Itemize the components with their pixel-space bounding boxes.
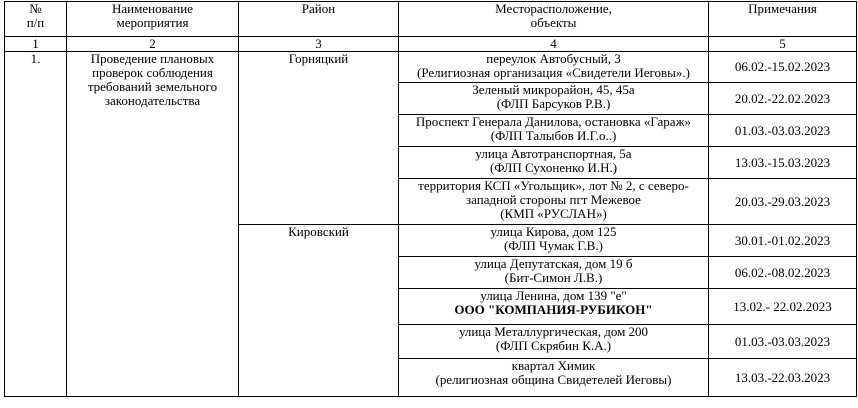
- object-location: [399, 359, 709, 397]
- column-number: 3: [239, 37, 399, 52]
- header-row: [5, 2, 857, 37]
- object-location-line: квартал Химик: [511, 358, 596, 373]
- district-name: Горняцкий: [239, 52, 399, 225]
- inspection-dates: 01.03.-03.03.2023: [709, 325, 857, 359]
- header-district: Район: [239, 2, 399, 37]
- column-number: 5: [709, 37, 857, 52]
- event-name-line: требований земельного: [87, 79, 218, 94]
- object-location-line: Зеленый микрорайон, 45, 45а: [472, 82, 635, 97]
- object-location-line: территория КСП «Угольщик», лот № 2, с северо-: [418, 178, 689, 193]
- object-location-line: (религиозная община Свидетелей Иеговы): [435, 372, 672, 387]
- inspection-dates: 01.03.-03.03.2023: [709, 115, 857, 147]
- object-location-line: улица Кирова, дом 125: [490, 224, 617, 239]
- object-location-line: (ФЛП Чумак Г.В.): [504, 238, 603, 253]
- inspection-dates: 13.03.-15.03.2023: [709, 147, 857, 179]
- object-location: [399, 257, 709, 289]
- column-number: 1: [5, 37, 67, 52]
- event-name: [67, 52, 239, 397]
- object-location-line: ООО "КОМПАНИЯ-РУБИКОН": [454, 302, 653, 317]
- header-event: Наименование мероприятия: [67, 2, 239, 37]
- inspection-dates: 13.02.- 22.02.2023: [709, 289, 857, 325]
- object-location: [399, 179, 709, 225]
- object-location-line: (КМП «РУСЛАН»): [500, 206, 607, 221]
- column-number: 4: [399, 37, 709, 52]
- object-location-line: улица Металлургическая, дом 200: [458, 324, 649, 339]
- inspection-dates: 13.03.-22.03.2023: [709, 359, 857, 397]
- object-location: [399, 83, 709, 115]
- object-row: [5, 52, 857, 83]
- header-no: № п/п: [5, 2, 67, 37]
- column-number: 2: [67, 37, 239, 52]
- inspection-dates: 20.02.-22.02.2023: [709, 83, 857, 115]
- object-location-line: (ФЛП Сухоненко И.Н.): [489, 160, 618, 175]
- object-location-line: улица Автотранспортная, 5а: [475, 146, 632, 161]
- object-location-line: (Религиозная организация «Свидетели Иеговы».): [417, 65, 690, 80]
- object-location-line: (ФЛП Барсуков Р.В.): [496, 96, 611, 111]
- object-location-line: (Бит-Симон Л.В.): [504, 270, 603, 285]
- object-location: [399, 225, 709, 257]
- object-location-line: улица Депутатская, дом 19 б: [474, 256, 633, 271]
- inspection-dates: 06.02.-15.02.2023: [709, 52, 857, 83]
- object-location-line: западной стороны пгт Межевое: [466, 192, 641, 207]
- object-location-line: (ФЛП Скрябин К.А.): [495, 338, 612, 353]
- item-number: 1.: [5, 52, 67, 397]
- district-name: Кировский: [239, 225, 399, 397]
- inspection-dates: 06.02.-08.02.2023: [709, 257, 857, 289]
- object-location: [399, 147, 709, 179]
- object-location-line: Проспект Генерала Данилова, остановка «Гараж»: [415, 114, 692, 129]
- inspection-dates: 30.01.-01.02.2023: [709, 225, 857, 257]
- object-location-line: улица Ленина, дом 139 "е": [480, 288, 627, 303]
- event-name-line: Проведение плановых: [90, 51, 215, 66]
- object-location: [399, 289, 709, 325]
- event-name-line: законодательства: [104, 93, 201, 108]
- inspection-dates: 20.03.-29.03.2023: [709, 179, 857, 225]
- header-notes: Примечания: [709, 2, 857, 37]
- object-location: [399, 115, 709, 147]
- object-location: [399, 325, 709, 359]
- header-location: Месторасположение, объекты: [399, 2, 709, 37]
- object-location-line: (ФЛП Талыбов И.Г.о..): [490, 128, 617, 143]
- object-location: [399, 52, 709, 83]
- column-number-row: [5, 37, 857, 52]
- schedule-table: [4, 1, 857, 397]
- object-location-line: переулок Автобусный, 3: [486, 51, 621, 66]
- event-name-line: проверок соблюдения: [92, 65, 213, 80]
